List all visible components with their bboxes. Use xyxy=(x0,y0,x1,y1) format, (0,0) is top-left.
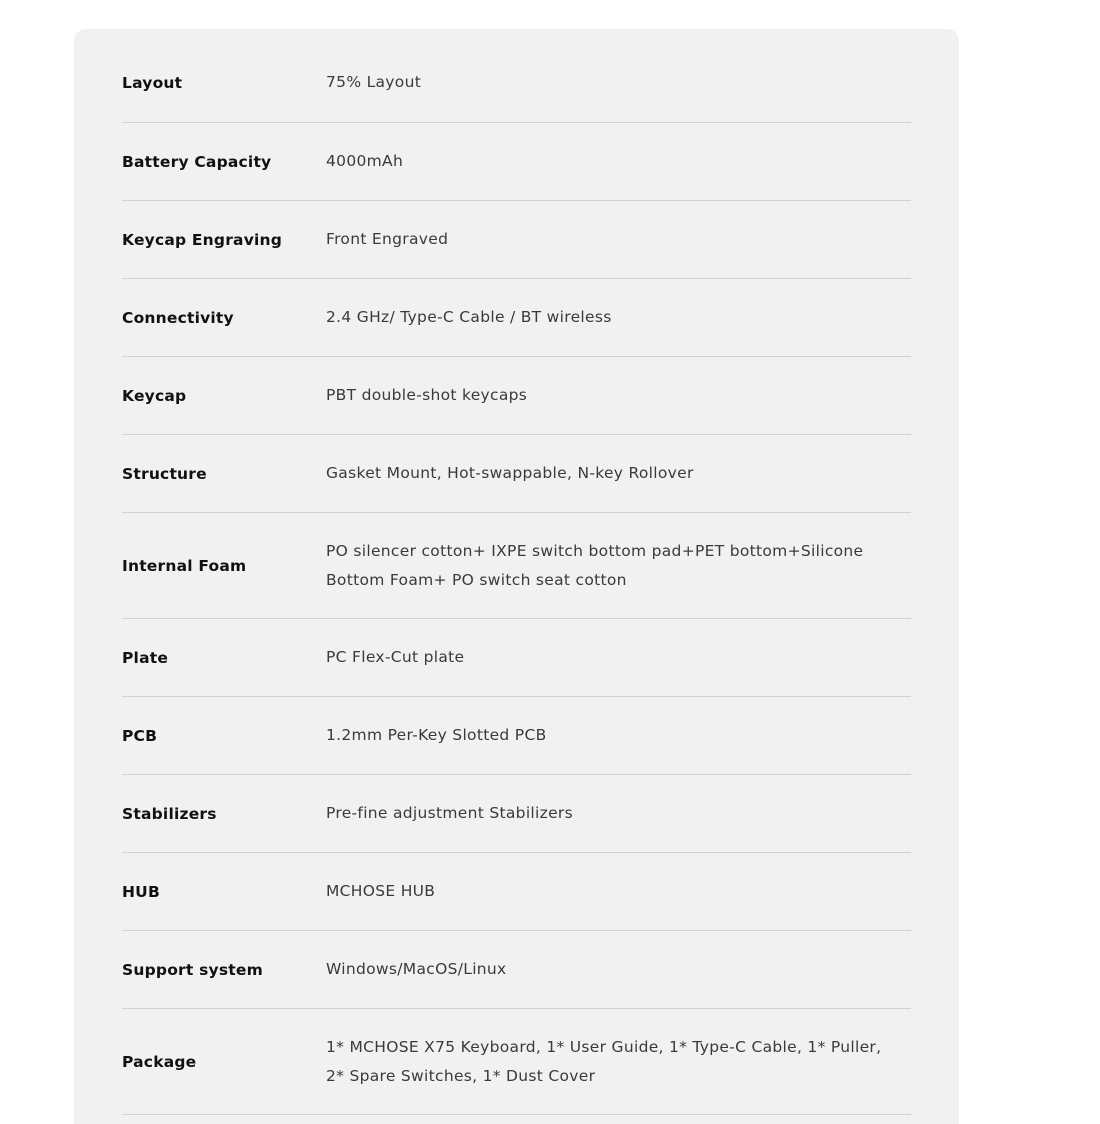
spec-row-keycap xyxy=(122,357,911,435)
spec-value: PC Flex-Cut plate xyxy=(326,648,465,666)
spec-row-battery-capacity xyxy=(122,123,911,201)
spec-value: 1.2mm Per-Key Slotted PCB xyxy=(326,726,547,744)
spec-row-keycap-engraving xyxy=(122,201,911,279)
spec-row-support-system xyxy=(122,931,911,1009)
spec-row-package xyxy=(122,1009,911,1115)
spec-label: Structure xyxy=(122,464,207,483)
spec-label: Stabilizers xyxy=(122,804,217,823)
spec-label: Support system xyxy=(122,960,263,979)
spec-label: Keycap xyxy=(122,386,187,405)
spec-value: MCHOSE HUB xyxy=(326,882,436,900)
spec-value: Gasket Mount, Hot-swappable, N-key Rollover xyxy=(326,464,694,482)
spec-label: Keycap Engraving xyxy=(122,230,283,249)
spec-label: PCB xyxy=(122,726,158,745)
spec-row-structure xyxy=(122,435,911,513)
spec-value: 2.4 GHz/ Type-C Cable / BT wireless xyxy=(326,308,612,326)
spec-value: 4000mAh xyxy=(326,152,404,170)
spec-value: PO silencer cotton+ IXPE switch bottom pad+PET bottom+Silicone Bottom Foam+ PO switch seat cotton xyxy=(326,541,864,589)
spec-value: PBT double-shot keycaps xyxy=(326,386,528,404)
spec-label: Layout xyxy=(122,73,183,92)
spec-value: Pre-fine adjustment Stabilizers xyxy=(326,804,573,822)
spec-label: Plate xyxy=(122,648,169,667)
spec-row-pcb xyxy=(122,697,911,775)
spec-table xyxy=(122,29,911,1115)
spec-label: Internal Foam xyxy=(122,556,247,575)
spec-row-plate xyxy=(122,619,911,697)
specs-card xyxy=(74,29,959,1124)
spec-row-stabilizers xyxy=(122,775,911,853)
spec-row-connectivity xyxy=(122,279,911,357)
spec-row-layout xyxy=(122,29,911,123)
spec-label: Battery Capacity xyxy=(122,152,272,171)
spec-value: Windows/MacOS/Linux xyxy=(326,960,507,978)
spec-value: 1* MCHOSE X75 Keyboard, 1* User Guide, 1* Type-C Cable, 1* Puller, 2* Spare Switches, 1* Dust Cover xyxy=(326,1037,882,1085)
spec-label: HUB xyxy=(122,882,160,901)
spec-row-hub xyxy=(122,853,911,931)
spec-value: Front Engraved xyxy=(326,230,449,248)
spec-label: Package xyxy=(122,1052,197,1071)
spec-row-internal-foam xyxy=(122,513,911,619)
spec-label: Connectivity xyxy=(122,308,234,327)
spec-value: 75% Layout xyxy=(326,73,422,91)
